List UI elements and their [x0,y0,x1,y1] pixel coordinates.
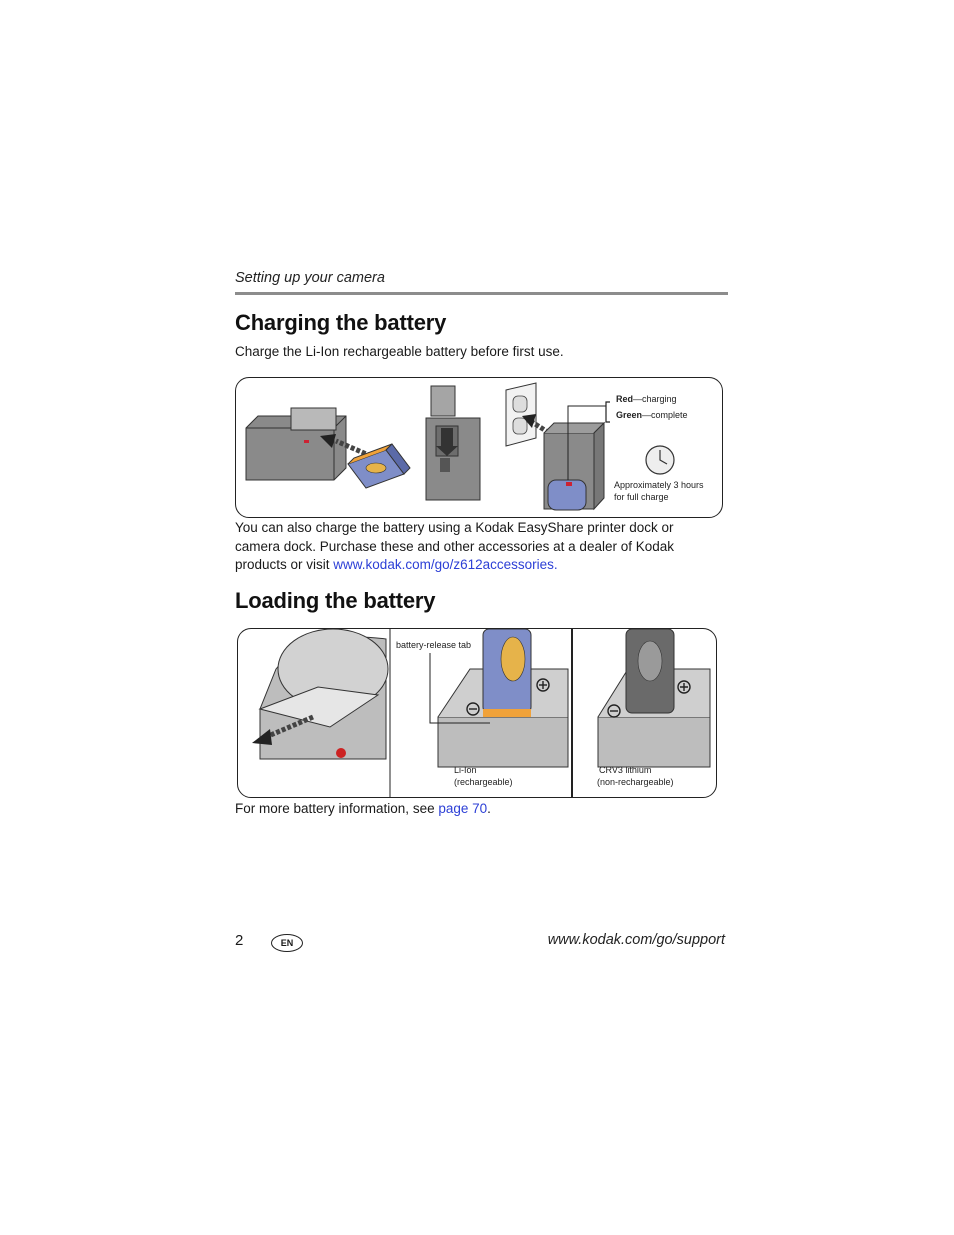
release-tab-label: battery-release tab [396,640,472,650]
header-rule [235,292,728,295]
liion-line1: Li-Ion [454,765,477,775]
charge-time-line2: for full charge [614,491,669,502]
page-70-link[interactable]: page 70 [438,801,488,816]
crv3-line2: (non-rechargeable) [597,776,674,787]
more-info-end: . [487,801,491,816]
more-info-line [235,800,491,819]
camera-door-icon [260,629,388,759]
charge-time-label [614,480,704,503]
section-label: Setting up your camera [235,270,385,286]
liion-line2: (rechargeable) [454,776,513,787]
red-label: Red [616,394,634,404]
green-label: Green [616,410,643,420]
charge-time-line1: Approximately 3 hours [614,480,704,490]
charging-intro: Charge the Li-Ion rechargeable battery before first use. [235,344,564,359]
charging-figure [235,377,723,518]
support-url: www.kodak.com/go/support [547,932,725,948]
charging-paragraph-text: You can also charge the battery using a Kodak EasyShare printer dock or camera dock. Purchase these and other accessories at a dealer of Kodak products or visit [235,520,675,572]
plug-charger-icon [426,386,480,500]
charging-unit-icon [544,423,604,510]
crv3-camera-icon [598,629,710,767]
language-badge: EN [271,934,303,952]
page-number: 2 [235,932,244,949]
accessories-link[interactable]: www.kodak.com/go/z612accessories. [333,557,558,572]
loading-figure [237,628,717,798]
charging-paragraph [235,519,721,575]
clock-icon [646,446,674,474]
red-suffix: —charging [633,394,677,404]
green-suffix: —complete [642,410,688,420]
liion-label [454,765,513,788]
red-led-label [616,394,677,406]
wall-outlet-icon [506,383,536,446]
more-info-text: For more battery information, see [235,801,439,816]
crv3-line1: CRV3 lithium [599,765,652,775]
crv3-label [597,765,674,788]
green-led-label [616,410,688,422]
loading-title: Loading the battery [235,588,436,613]
charging-title: Charging the battery [235,310,447,335]
